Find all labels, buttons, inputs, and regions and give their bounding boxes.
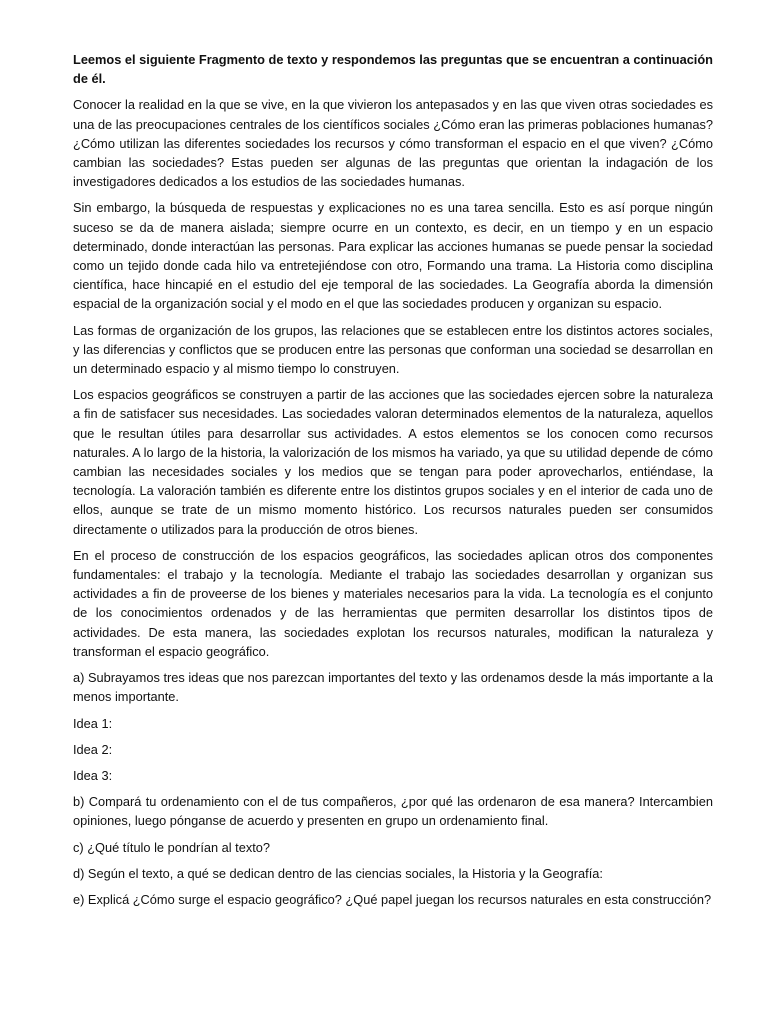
question-d: d) Según el texto, a qué se dedican dentro de las ciencias sociales, la Historia y la Geografía: [73, 865, 603, 881]
question-e: e) Explicá ¿Cómo surge el espacio geográfico? ¿Qué papel juegan los recursos naturales en esta construcción? [73, 891, 712, 907]
paragraph-2: Sin embargo, la búsqueda de respuestas y explicaciones no es una tarea sencilla. Esto es así porque ningún suceso se da de manera aislada; siempre ocurre en un contexto, es decir, en un tiempo y en un espacio determinado, donde interactúan las personas. Para explicar las acciones humanas se puede pensar la sociedad como un tejido donde cada hilo va entretejiéndose con otro, Formando una trama. La Historia como disciplina científica, hace hincapié en el estudio del eje temporal de las sociedades. La Geografía aborda la dimensión espacial de la organización social y el modo en el que las sociedades producen y organizan su espacio. [73, 200, 713, 312]
question-b: b) Compará tu ordenamiento con el de tus compañeros, ¿por qué las ordenaron de esa manera? Intercambien opiniones, luego pónganse de acuerdo y presenten en grupo un ordenamiento final. [73, 794, 713, 829]
idea-2-label: Idea 2: [73, 741, 113, 757]
question-c: c) ¿Qué título le pondrían al texto? [73, 839, 271, 855]
instruction-heading: Leemos el siguiente Fragmento de texto y respondemos las preguntas que se encuentran a continuación de él. [73, 52, 713, 87]
idea-3-label: Idea 3: [73, 767, 113, 783]
paragraph-1: Conocer la realidad en la que se vive, en la que vivieron los antepasados y en las que viven otras sociedades es una de las preocupaciones centrales de los científicos sociales ¿Cómo eran las primeras poblaciones humanas? ¿Cómo utilizan las diferentes sociedades los recursos y cómo transforman el espacio en el que viven? ¿Cómo cambian las sociedades? Estas pueden ser algunas de las preguntas que orientan la indagación de los investigadores dedicados a los estudios de las sociedades humanas. [73, 97, 713, 190]
paragraph-5: En el proceso de construcción de los espacios geográficos, las sociedades aplican otros dos componentes fundamentales: el trabajo y la tecnología. Mediante el trabajo las sociedades desarrollan y organizan sus actividades a fin de proveerse de los bienes y materiales necesarios para la vida. La tecnología es el conjunto de los conocimientos ordenados y de las herramientas que permiten desarrollar los distintos tipos de actividades. De esta manera, las sociedades explotan los recursos naturales, modifican la naturaleza y transforman el espacio geográfico. [73, 547, 713, 659]
paragraph-4: Los espacios geográficos se construyen a partir de las acciones que las sociedades ejercen sobre la naturaleza a fin de satisfacer sus necesidades. Las sociedades valoran determinados elementos de la naturaleza, aquellos que le resultan útiles para desarrollar sus actividades. A estos elementos se los conocen como recursos naturales. A lo largo de la historia, la valorización de los mismos ha variado, ya que su utilidad depende de cómo cambian las necesidades sociales y los medios que se tengan para poder aprovecharlos, entiéndase, la tecnología. La valoración también es diferente entre los distintos grupos sociales y en el interior de cada uno de ellos, aunque se trate de un mismo momento histórico. Los recursos naturales pueden ser consumidos directamente o utilizados para la producción de otros bienes. [73, 387, 713, 537]
question-a: a) Subrayamos tres ideas que nos parezcan importantes del texto y las ordenamos desde la más importante a la menos importante. [73, 670, 713, 705]
idea-1-label: Idea 1: [73, 715, 113, 731]
document-page [73, 50, 713, 916]
paragraph-3: Las formas de organización de los grupos, las relaciones que se establecen entre los distintos actores sociales, y las diferencias y conflictos que se producen entre las personas que conforman una sociedad se desarrollan en un determinado espacio y al mismo tiempo lo construyen. [73, 322, 713, 377]
